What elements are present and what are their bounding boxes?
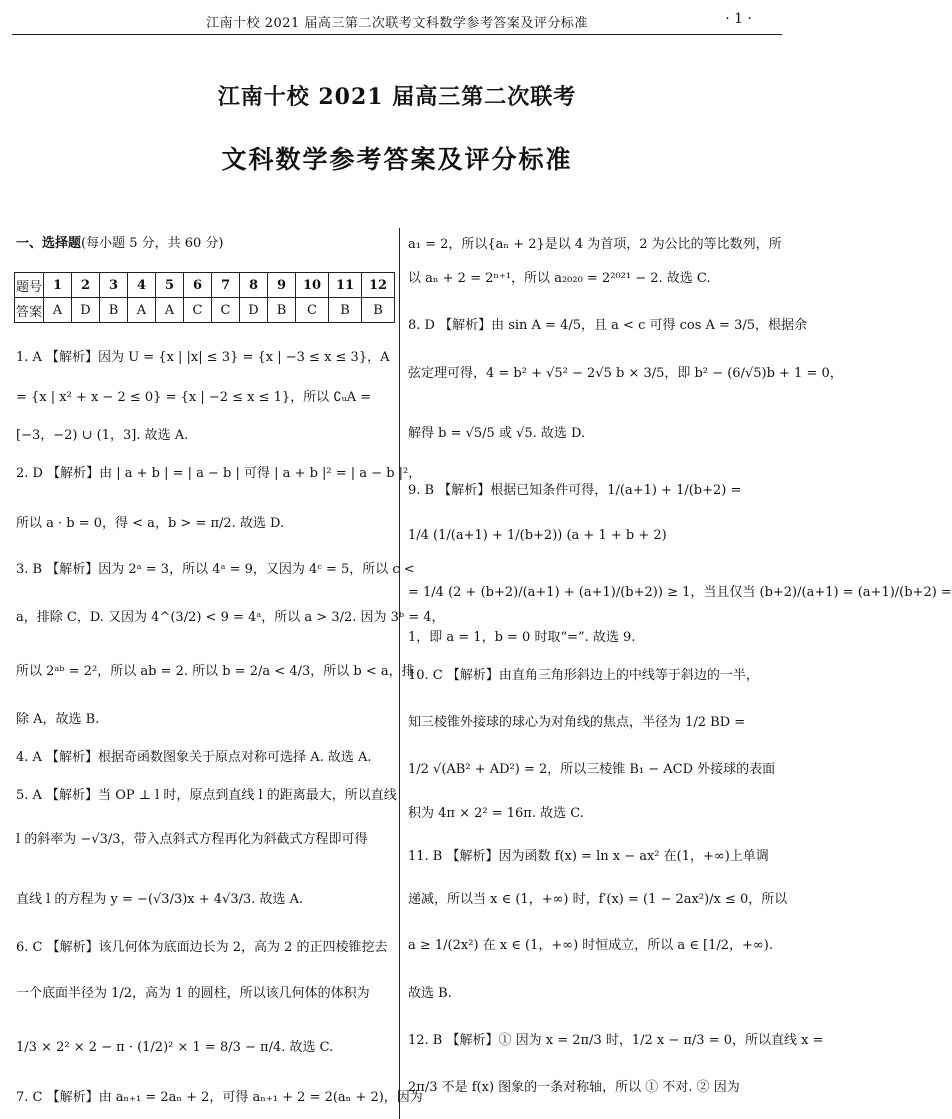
solution-text-line: 解得 b = √5/5 或 √5. 故选 D. [408,426,586,441]
section-label: 一、选择题 [16,236,82,251]
question-number-cell: 3 [100,273,128,298]
solution-text-line: 12. B 【解析】① 因为 x = 2π/3 时，1/2 x − π/3 = 0，所以直线 x = [408,1033,824,1048]
solution-text-line: 6. C 【解析】该几何体为底面边长为 2，高为 2 的正四棱锥挖去 [16,940,388,955]
solution-text-line: 以 aₙ + 2 = 2ⁿ⁺¹，所以 a₂₀₂₀ = 2²⁰²¹ − 2. 故选 C. [408,271,711,286]
answer-cell: D [240,298,268,323]
solution-text-line: 故选 B. [408,986,452,1001]
question-number-cell: 9 [268,273,296,298]
solution-text-line: = 1/4 (2 + (b+2)/(a+1) + (a+1)/(b+2)) ≥ 1，当且仅当 (b+2)/(a+1) = (a+1)/(b+2) = [408,585,952,600]
solution-text-line: 2. D 【解析】由 | a + b | = | a − b | 可得 | a + b |² = | a − b |²， [16,466,422,481]
solution-text-line: 1/4 (1/(a+1) + 1/(b+2)) (a + 1 + b + 2) [408,528,667,543]
answer-cell: B [100,298,128,323]
question-number-cell: 12 [362,273,395,298]
solution-text-line: 1. A 【解析】因为 U = {x | |x| ≤ 3} = {x | −3 ≤ x ≤ 3}，A [16,350,390,365]
question-number-cell: 11 [329,273,362,298]
solution-text-line: 4. A 【解析】根据奇函数图象关于原点对称可选择 A. 故选 A. [16,750,372,765]
document-subtitle: 文科数学参考答案及评分标准 [221,145,573,174]
answer-cell: A [128,298,156,323]
solution-text-line: a ≥ 1/(2x²) 在 x ∈ (1，+∞) 时恒成立，所以 a ∈ [1/2，+∞). [408,938,773,953]
section-note: (每小题 5 分，共 60 分) [81,236,224,251]
question-number-cell: 4 [128,273,156,298]
answer-cell: B [362,298,395,323]
document-title: 江南十校 2021 届高三第二次联考 [217,84,577,110]
solution-text-line: 1/2 √(AB² + AD²) = 2，所以三棱锥 B₁ − ACD 外接球的表面 [408,762,776,777]
answer-cell: A [156,298,184,323]
answer-cell: D [72,298,100,323]
solution-text-line: l 的斜率为 −√3/3，带入点斜式方程再化为斜截式方程即可得 [16,832,368,847]
solution-text-line: 直线 l 的方程为 y = −(√3/3)x + 4√3/3. 故选 A. [16,892,304,907]
solution-text-line: 递减，所以当 x ∈ (1，+∞) 时，f′(x) = (1 − 2ax²)/x ≤ 0，所以 [408,892,788,907]
solution-text-line: 一个底面半径为 1/2，高为 1 的圆柱，所以该几何体的体积为 [16,986,370,1001]
solution-text-line: 8. D 【解析】由 sin A = 4/5，且 a < c 可得 cos A = 3/5，根据余 [408,318,807,333]
solution-text-line: 9. B 【解析】根据已知条件可得，1/(a+1) + 1/(b+2) = [408,483,742,498]
question-number-cell: 2 [72,273,100,298]
answer-cell: C [296,298,329,323]
question-number-cell: 10 [296,273,329,298]
question-number-cell: 6 [184,273,212,298]
answer-table-answer-row [15,298,395,323]
answer-cell: C [212,298,240,323]
solution-text-line: 7. C 【解析】由 aₙ₊₁ = 2aₙ + 2，可得 aₙ₊₁ + 2 = 2(aₙ + 2)，因为 [16,1090,423,1105]
section-heading [16,232,224,251]
solution-text-line: 5. A 【解析】当 OP ⊥ l 时，原点到直线 l 的距离最大，所以直线 [16,788,397,803]
solution-text-line: 所以 a · b = 0，得 < a，b > = π/2. 故选 D. [16,516,285,531]
row-label-answer: 答案 [15,298,44,323]
question-number-cell: 8 [240,273,268,298]
solution-text-line: 积为 4π × 2² = 16π. 故选 C. [408,806,584,821]
solution-text-line: 1/3 × 2² × 2 − π · (1/2)² × 1 = 8/3 − π/4. 故选 C. [16,1040,334,1055]
answer-cell: B [268,298,296,323]
header-title: 江南十校 2021 届高三第二次联考文科数学参考答案及评分标准 [206,16,588,31]
solution-text-line: 11. B 【解析】因为函数 f(x) = ln x − ax² 在(1，+∞)上单调 [408,849,769,864]
solution-text-line: a₁ = 2，所以{aₙ + 2}是以 4 为首项，2 为公比的等比数列，所 [408,237,782,252]
row-label-number: 题号 [15,273,44,298]
answer-table-number-row [15,273,395,298]
solution-text-line: 弦定理可得，4 = b² + √5² − 2√5 b × 3/5，即 b² − (6/√5)b + 1 = 0， [408,366,843,381]
solution-text-line: 所以 2ᵃᵇ = 2²，所以 ab = 2. 所以 b = 2/a < 4/3，所以 b < a，排 [16,664,415,679]
answer-cell: A [44,298,72,323]
solution-text-line: = {x | x² + x − 2 ≤ 0} = {x | −2 ≤ x ≤ 1}，所以 ∁ᵤA = [16,390,372,405]
solution-text-line: a，排除 C，D. 又因为 4^(3/2) < 9 = 4ᵃ，所以 a > 3/2. 因为 3ᵇ = 4， [16,610,445,625]
page-header [12,8,782,35]
page-number: · 1 · [725,11,752,27]
solution-text-line: 10. C 【解析】由直角三角形斜边上的中线等于斜边的一半， [408,668,759,683]
question-number-cell: 5 [156,273,184,298]
answer-cell: C [184,298,212,323]
question-number-cell: 1 [44,273,72,298]
solution-text-line: 1，即 a = 1，b = 0 时取“=”. 故选 9. [408,630,636,645]
solution-text-line: 3. B 【解析】因为 2ᵃ = 3，所以 4ᵃ = 9，又因为 4ᶜ = 5，所以 c < [16,562,415,577]
solution-text-line: 2π/3 不是 f(x) 图象的一条对称轴，所以 ① 不对. ② 因为 [408,1080,740,1095]
solution-text-line: 知三棱锥外接球的球心为对角线的焦点，半径为 1/2 BD = [408,715,746,730]
solution-text-line: [−3，−2) ∪ (1，3]. 故选 A. [16,428,189,443]
answer-table [14,272,395,323]
question-number-cell: 7 [212,273,240,298]
answer-cell: B [329,298,362,323]
solution-text-line: 除 A，故选 B. [16,712,100,727]
